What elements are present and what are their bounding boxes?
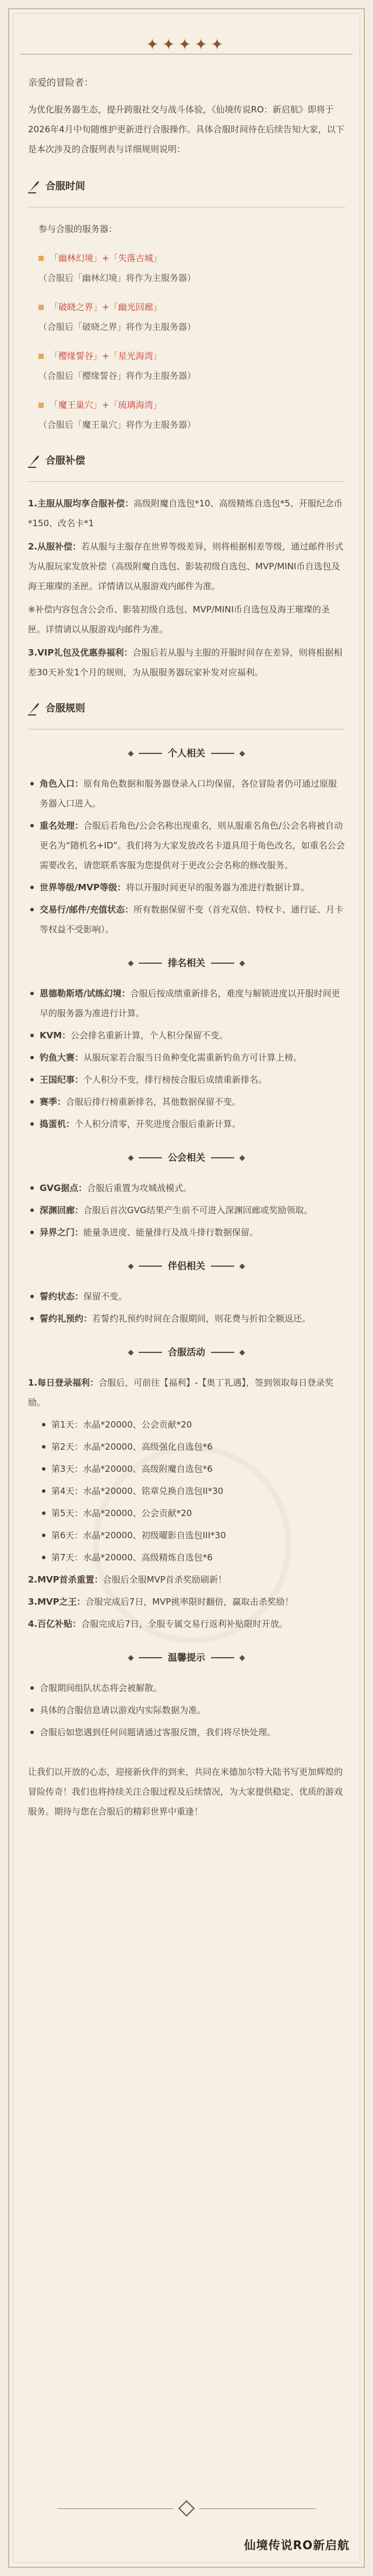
rule-item [28,900,345,939]
dash-line [211,1352,234,1353]
compensation-text: 高级附魔自选包*10、高级精炼自选包*5、开服纪念币*150、改名卡*1 [28,498,343,528]
bullet-icon [38,256,44,261]
rule-label: 誓约礼预约： [40,1313,93,1324]
rule-item [28,1678,345,1698]
rule-label: 异界之门： [40,1227,84,1238]
rule-item [28,816,345,875]
dash-line [139,1157,162,1158]
rule-item [28,1614,345,1634]
bullet-dot [42,1445,45,1449]
diamond-icon [128,960,134,966]
dash-line [139,1266,162,1267]
compensation-item [28,537,345,596]
rule-text [40,1026,345,1045]
rule-text [40,1222,345,1242]
bullet-dot [30,1708,34,1712]
servers-lead: 参与合服的服务器： [38,224,118,234]
rule-label: 钓鱼大赛： [40,1052,84,1063]
quill-icon [28,702,40,716]
dash-line [139,753,162,754]
section-time-header [28,177,345,196]
server-pair-names: 「魔王巢穴」+「琉璃海湾」 [50,400,162,410]
rules-groups [28,743,345,1742]
rule-body: 所有数据保留不变（首充双倍、特权卡、通行证、月卡等权益不受影响）。 [40,904,343,935]
bullet-dot [42,1423,45,1426]
rule-text [40,984,345,1023]
rule-text [28,1614,345,1634]
rule-body: 合服后，可前往【福利】-【奥丁礼遇】，签到领取每日登录奖励。 [28,1377,334,1408]
server-list [28,248,345,435]
compensation-text: 合服后若从服与主服的开服时间存在差异，则将根据相差30天补发1个月的规则，为从服服务器玩家补发对应福利。 [28,647,343,678]
rule-label: 3.MVP之王： [28,1597,86,1607]
rule-item [28,1700,345,1720]
dash-line [211,753,234,754]
rule-body: 公会排名重新计算，个人积分保留不变。 [71,1030,228,1041]
rule-body: 具体的合服信息请以游戏内实际数据为准。 [40,1705,206,1715]
reward-text: 第6天：水晶*20000、初级曜影自选包III*30 [51,1530,226,1541]
rule-text [40,1092,345,1112]
end-line-right [199,2508,316,2509]
server-pair-names: 「幽林幻境」+「失落古城」 [50,253,162,263]
greeting: 亲爱的冒险者： [28,77,94,88]
header-stars: ✦✦✦✦✦ [146,36,227,54]
intro-text: 为优化服务器生态，提升跨服社交与战斗体验，《仙境传说RO：新启航》即将于2026年4月中旬随维护更新进行合服操作。具体合服时间待在后续告知大家，以下是本次涉及的合服列表与详细规则说明： [28,104,344,154]
rule-body: 合服后重置为攻城战模式。 [87,1183,192,1193]
bullet-dot [30,1208,34,1212]
header-divider [20,54,353,55]
rule-text [40,1200,345,1220]
bullet-dot [42,1534,45,1537]
diamond-icon [240,750,245,756]
rule-text [40,1287,345,1306]
bullet-dot [30,1122,34,1126]
rule-body: 能量条进度、能量排行及战斗排行数据保留。 [83,1227,259,1238]
rule-text [28,1373,345,1412]
rule-label: 誓约状态： [40,1291,84,1302]
bullet-dot [42,1467,45,1471]
rule-item [28,1287,345,1306]
quill-icon [28,454,40,468]
bullet-dot [30,908,34,911]
rule-label: 王国纪事： [40,1074,84,1085]
subsection-personal-title: 个人相关 [167,748,205,759]
diamond-icon [240,1263,245,1269]
reward-item [40,1503,345,1523]
bullet-dot [42,1489,45,1493]
section-time-title: 合服时间 [45,181,85,192]
rule-label: 交易行/邮件/充值状态： [40,904,133,915]
rule-body: 合服后全服MVP首杀奖励刷新！ [103,1574,227,1585]
subsection-guild-header [28,1148,345,1168]
bullet-icon [38,305,44,310]
bullet-dot [30,1686,34,1690]
section-rules-title: 合服规则 [45,703,85,714]
rule-label: 捣蛋机： [40,1119,75,1129]
server-pair-3 [38,346,345,386]
dash-line [211,963,234,964]
rule-text [40,816,345,875]
bullet-dot [30,824,34,827]
rule-item [28,1222,345,1242]
rule-body: 合服后如您遇到任何问题请通过客服反馈，我们将尽快处理。 [40,1727,276,1738]
rule-body: 若誓约礼预约时间在合服期间，则花费与折扣全额返还。 [92,1313,311,1324]
diamond-icon [240,1349,245,1355]
diamond-icon [128,750,134,756]
article-content [28,73,345,1821]
rule-text [40,1309,345,1328]
rule-item [28,1200,345,1220]
server-pair-line [38,248,345,268]
rule-text [40,1678,345,1698]
diamond-icon [128,1655,134,1661]
reward-text: 第3天：水晶*20000、高级附魔自选包*6 [51,1464,213,1474]
subsection-tips-header [28,1648,345,1668]
compensation-item [28,643,345,682]
server-pair-note: （合服后「魔王巢穴」将作为主服务器） [38,420,196,430]
compensation-list [28,494,345,682]
rule-text [28,1592,345,1612]
rule-item [28,878,345,897]
dash-line [211,1266,234,1267]
game-logo: 仙境传说RO新启航 [244,2538,350,2552]
server-pair-line [38,346,345,366]
section-comp-header [28,451,345,471]
rule-label: 世界等级/MVP等级： [40,882,126,893]
rule-item [28,1309,345,1328]
diamond-icon [128,1349,134,1355]
server-pair-names: 「破晓之界」+「幽光回廊」 [50,302,162,312]
bullet-dot [30,1056,34,1059]
subsection-personal-header [28,743,345,763]
diamond-icon [240,1655,245,1661]
server-pair-note: （合服后「幽林幻境」将作为主服务器） [38,273,196,283]
rule-body: 合服后若角色/公会名称出现重名，则从服重名角色/公会名将被自动更名为“随机名+ID”。我们将为大家发放改名卡道具用于角色改名，如重名公会需要改名，请您联系客服为您提供对于更改公会名称的修改服务。 [40,820,345,871]
rule-label: KVM： [40,1030,71,1041]
rule-body: 合服后按成绩重新排名，难度与解锁进度以开服时间更早的服务器为准进行计算。 [40,988,340,1019]
subsection-ranking-title: 排名相关 [167,957,205,968]
dash-line [211,1657,234,1658]
rule-body: 保留不变。 [83,1291,128,1302]
rule-label: 角色入口： [40,778,84,789]
subsection-tips-title: 温馨提示 [167,1652,205,1663]
dash-line [139,1352,162,1353]
server-pair-note: （合服后「破晓之界」将作为主服务器） [38,322,196,332]
compensation-item [28,600,345,639]
bullet-icon [38,403,44,408]
bullet-dot [30,1731,34,1734]
bullet-dot [30,1100,34,1104]
rule-text [40,1114,345,1134]
compensation-label: 1.主服从服均享合服补偿： [28,498,134,509]
rule-label: 2.MVP首杀重置： [28,1574,103,1585]
server-pair-4 [38,395,345,435]
rule-body: 从服玩家若合服当日鱼种变化需重新钓鱼方可计算上榜。 [83,1052,302,1063]
rule-label: 重名处理： [40,820,84,831]
dash-line [211,1157,234,1158]
diamond-icon [128,1155,134,1161]
diamond-icon [240,960,245,966]
bullet-dot [30,1295,34,1298]
rule-body: 个人积分不变，排行榜按合服后成绩重新排名。 [83,1074,268,1085]
bullet-dot [30,1317,34,1320]
subsection-partner-title: 伴侣相关 [167,1260,205,1271]
bullet-dot [30,1231,34,1234]
server-pair-2 [38,297,345,337]
compensation-text: 若从服与主服存在世界等级差异，则将根据相差等级，通过邮件形式为从服玩家发放补偿（高级附魔自选包、影装初级自选包、MVP/MINI币自选包及海王璀璨的圣匣。详情请以从服游戏内邮件为准。 [28,541,344,591]
server-pair-1 [38,248,345,288]
server-pair-line [38,395,345,415]
rule-item [28,1373,345,1412]
subsection-event-header [28,1342,345,1362]
server-pair-note: （合服后「樱缘誓谷」将作为主服务器） [38,371,196,381]
rule-label: 1.每日登录福利： [28,1377,99,1388]
rule-label: GVG据点： [40,1183,87,1193]
bullet-dot [30,992,34,995]
subsection-partner-header [28,1256,345,1276]
rule-text [40,1048,345,1067]
rule-text [40,774,345,813]
end-line-left [57,2508,174,2509]
rule-text [40,900,345,939]
rule-item [28,1092,345,1112]
rule-body: 合服完成后7日，全服专属交易行返利补贴限时开放。 [81,1619,288,1629]
rule-body: 原有角色数据和服务器登录入口均保留，各位冒险者仍可通过原服务器入口进入。 [40,778,337,809]
rule-label: 深渊回廊： [40,1205,84,1215]
section-rules-header [28,699,345,718]
rule-item [28,774,345,813]
reward-text: 第5天：水晶*20000、公会贡献*20 [51,1508,192,1518]
rule-item [28,1048,345,1067]
rule-label: 赛季： [40,1097,66,1107]
rule-text [40,1070,345,1090]
subsection-event-title: 合服活动 [167,1347,205,1358]
compensation-label: 3.VIP礼包及优惠券福利： [28,647,133,658]
reward-item [40,1459,345,1479]
rule-item [28,1722,345,1742]
reward-item [40,1437,345,1457]
compensation-item [28,494,345,533]
rule-item [28,1070,345,1090]
diamond-icon [128,1263,134,1269]
daily-reward-list [40,1415,345,1567]
server-pair-names: 「樱缘誓谷」+「星光海湾」 [50,351,162,361]
rule-body: 个人积分清零，开奖进度合服后重新计算。 [75,1119,241,1129]
reward-item [40,1415,345,1435]
reward-item [40,1481,345,1501]
rule-label: 4.百亿补贴： [28,1619,82,1629]
section-divider [28,481,345,482]
rule-body: 合服期间组队状态将会被解散。 [40,1683,163,1693]
section-comp-title: 合服补偿 [45,455,85,467]
bullet-icon [38,354,44,359]
rule-item [28,984,345,1023]
rule-body: 合服后首次GVG结果产生前不可进入深渊回廊或奖励领取。 [83,1205,313,1215]
diamond-icon [240,1155,245,1161]
rule-body: 将以开服时间更早的服务器为准进行数据计算。 [126,882,310,893]
subsection-ranking-header [28,953,345,973]
bullet-dot [30,1078,34,1081]
reward-text: 第1天：水晶*20000、公会贡献*20 [51,1419,192,1430]
compensation-text: ※补偿内容包含公会币、影装初级自选包、MVP/MINI币自选包及海王璀璨的圣匣。详情请以从服游戏内邮件为准。 [28,604,330,635]
dash-line [139,963,162,964]
rule-item [28,1026,345,1045]
compensation-label: 2.从服补偿： [28,541,82,552]
rule-text [40,878,345,897]
reward-item [40,1525,345,1545]
section-divider [28,729,345,730]
rule-item [28,1114,345,1134]
bullet-dot [30,886,34,889]
rule-text [40,1700,345,1720]
rule-label: 恩德勒斯塔/试练幻境： [40,988,131,999]
reward-text: 第7天：水晶*20000、高级精炼自选包*6 [51,1552,213,1563]
reward-text: 第2天：水晶*20000、高级强化自选包*6 [51,1442,213,1452]
end-ornament [0,2503,373,2514]
rule-item [28,1592,345,1612]
bullet-dot [42,1556,45,1559]
dash-line [139,1657,162,1658]
server-pair-line [38,297,345,317]
bullet-dot [30,782,34,785]
bullet-dot [30,1186,34,1190]
rule-text [40,1722,345,1742]
bullet-dot [42,1511,45,1515]
rule-item [28,1570,345,1590]
rule-text [40,1178,345,1198]
closing-text: 让我们以开放的心态，迎接新伙伴的到来，共同在米德加尔特大陆书写更加辉煌的冒险传奇！我们也将持续关注合服过程及后续情况，为大家提供稳定、优质的游戏服务。期待与您在合服后的精彩世界中重逢！ [28,1767,343,1817]
reward-text: 第4天：水晶*20000、铭章兑换自选包II*30 [51,1486,224,1496]
bullet-dot [30,1034,34,1037]
quill-icon [28,179,40,193]
rule-item [28,1178,345,1198]
rule-body: 合服后排行榜重新排名，其他数据保留不变。 [66,1097,241,1107]
subsection-guild-title: 公会相关 [167,1152,205,1163]
rule-text [28,1570,345,1590]
reward-item [40,1548,345,1567]
diamond-icon [178,2500,195,2517]
rule-body: 合服完成后7日，MVP挑率限时翻倍，赢取击杀奖励！ [85,1597,294,1607]
